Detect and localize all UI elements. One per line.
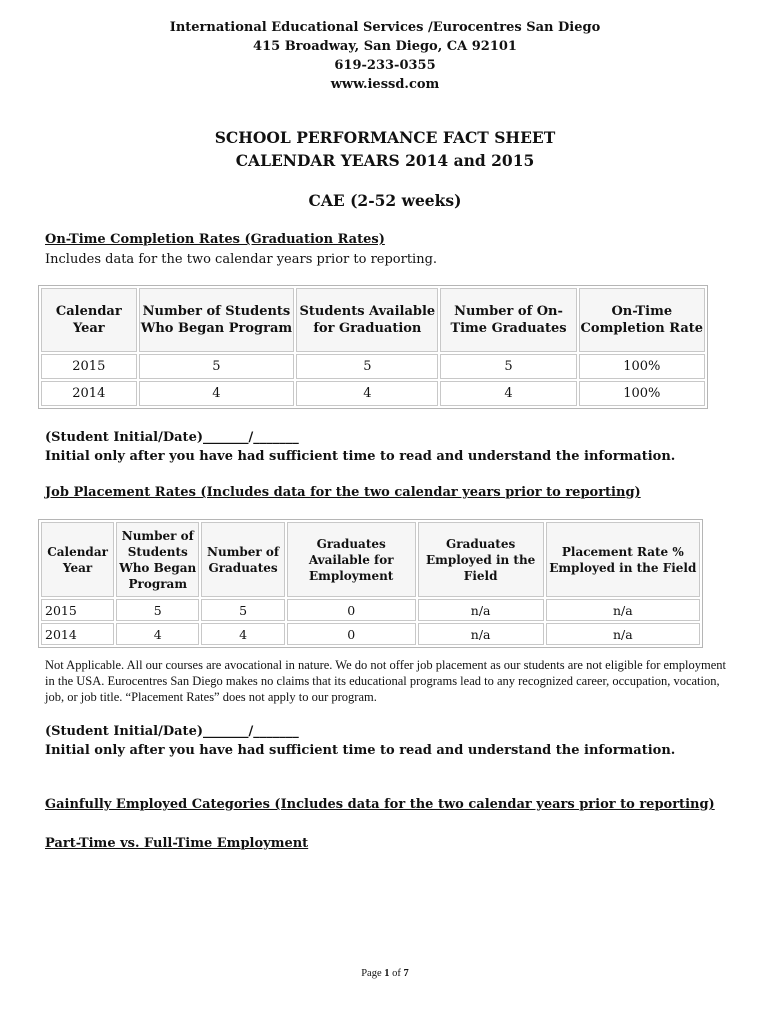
column-header: Graduates Employed in the Field (418, 522, 544, 597)
column-header: Calendar Year (41, 522, 114, 597)
table-cell: 4 (116, 623, 199, 645)
table-row (41, 354, 705, 379)
table-cell: 0 (287, 599, 416, 621)
table-row (41, 599, 700, 621)
completion-table (38, 285, 708, 409)
student-initial-line: (Student Initial/Date)_______/_______ (45, 430, 299, 445)
table-cell: 100% (579, 381, 705, 406)
table-cell: 2015 (41, 354, 137, 379)
initial-instruction: Initial only after you have had sufficient time to read and understand the information. (45, 449, 676, 464)
table-cell: n/a (418, 599, 544, 621)
page-number: 1 (384, 968, 390, 979)
column-header: Number of Graduates (201, 522, 284, 597)
initial-instruction: Initial only after you have had sufficient time to read and understand the information. (45, 743, 676, 758)
table-cell: 4 (296, 381, 438, 406)
column-header: Graduates Available for Employment (287, 522, 416, 597)
column-header: Number of On-Time Graduates (440, 288, 576, 352)
table-cell: 2014 (41, 381, 137, 406)
table-cell: 4 (440, 381, 576, 406)
placement-table (38, 519, 703, 648)
table-cell: 5 (139, 354, 295, 379)
column-header: Students Available for Graduation (296, 288, 438, 352)
table-cell: 100% (579, 354, 705, 379)
letterhead (0, 18, 770, 94)
table-cell: 4 (139, 381, 295, 406)
table-cell: n/a (546, 623, 700, 645)
page-footer (0, 968, 770, 979)
document-title (0, 126, 770, 172)
program-name: CAE (2-52 weeks) (308, 191, 462, 210)
column-header: Placement Rate % Employed in the Field (546, 522, 700, 597)
table-cell: n/a (546, 599, 700, 621)
completion-intro: Includes data for the two calendar years prior to reporting. (45, 252, 438, 267)
page-total: 7 (403, 968, 409, 979)
placement-heading: Job Placement Rates (Includes data for the two calendar years prior to reporting) (45, 485, 641, 500)
column-header: Number of Students Who Began Program (139, 288, 295, 352)
table-cell: 2014 (41, 623, 114, 645)
table-cell: 5 (296, 354, 438, 379)
completion-header-row (41, 288, 705, 352)
org-address: 415 Broadway, San Diego, CA 92101 (253, 39, 517, 54)
column-header: Number of Students Who Began Program (116, 522, 199, 597)
table-cell: 4 (201, 623, 284, 645)
title-line-1: SCHOOL PERFORMANCE FACT SHEET (214, 128, 556, 147)
org-phone: 619-233-0355 (334, 58, 436, 73)
org-name: International Educational Services /Eurocentres San Diego (169, 20, 601, 35)
employment-subheading: Part-Time vs. Full-Time Employment (45, 836, 309, 851)
of-label: of (389, 968, 404, 979)
placement-header-row (41, 522, 700, 597)
table-cell: 5 (440, 354, 576, 379)
column-header: On-Time Completion Rate (579, 288, 705, 352)
completion-heading: On-Time Completion Rates (Graduation Rates) (45, 232, 385, 247)
title-line-2: CALENDAR YEARS 2014 and 2015 (235, 151, 535, 170)
table-cell: n/a (418, 623, 544, 645)
gainful-heading: Gainfully Employed Categories (Includes data for the two calendar years prior to reporting) (45, 797, 715, 812)
student-initial-line: (Student Initial/Date)_______/_______ (45, 724, 299, 739)
placement-note: Not Applicable. All our courses are avocational in nature. We do not offer job placement as our students are not eligible for employment in the USA. Eurocentres San Diego makes no claims that its educational programs lead to any recognized career, occupation, vocation, job, or job title. “Placement Rates” does not apply to our program. (45, 658, 726, 704)
page-label: Page (361, 968, 385, 979)
table-row (41, 381, 705, 406)
table-row (41, 623, 700, 645)
table-cell: 5 (116, 599, 199, 621)
table-cell: 0 (287, 623, 416, 645)
table-cell: 2015 (41, 599, 114, 621)
table-cell: 5 (201, 599, 284, 621)
column-header: Calendar Year (41, 288, 137, 352)
org-website: www.iessd.com (330, 77, 440, 92)
